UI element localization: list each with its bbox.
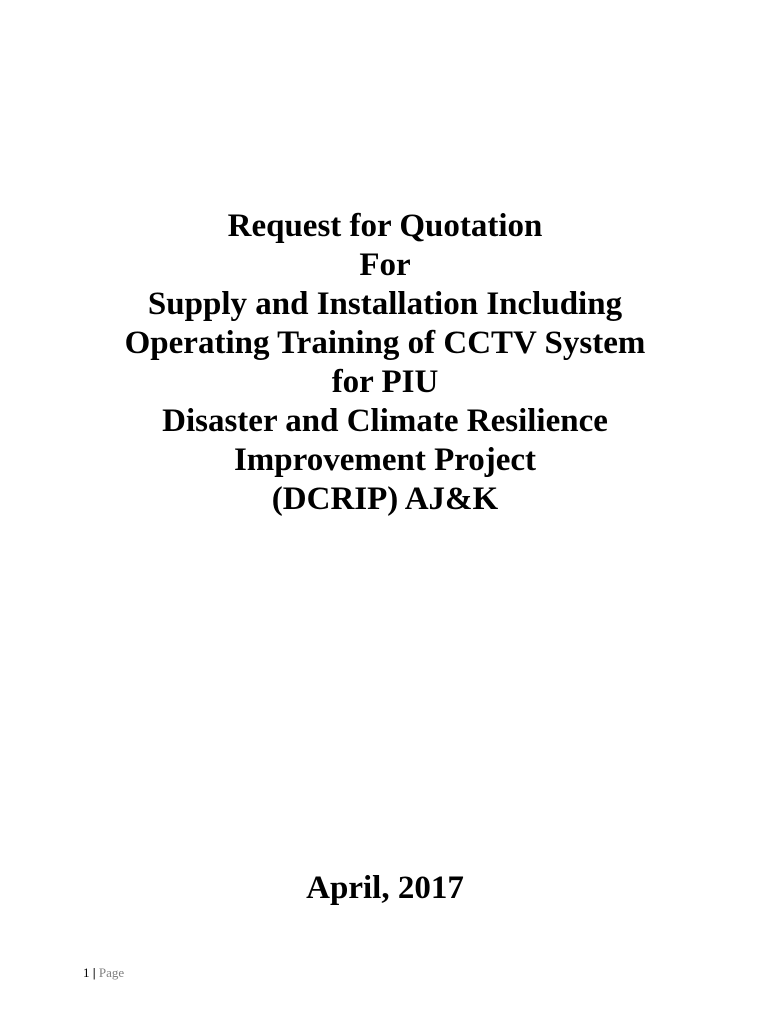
title-line-4: Operating Training of CCTV System bbox=[124, 325, 646, 361]
footer-separator: | bbox=[92, 965, 96, 980]
title-line-8: (DCRIP) AJ&K bbox=[271, 481, 499, 517]
page-number: 1 bbox=[83, 965, 90, 980]
document-title bbox=[0, 207, 770, 519]
title-line-7: Improvement Project bbox=[233, 442, 537, 478]
title-line-5: for PIU bbox=[331, 364, 439, 400]
title-line-6: Disaster and Climate Resilience bbox=[162, 403, 608, 439]
page-footer bbox=[83, 965, 124, 981]
title-line-2: For bbox=[359, 247, 411, 283]
title-line-3: Supply and Installation Including bbox=[147, 286, 623, 322]
page-label: Page bbox=[98, 965, 125, 980]
document-date: April, 2017 bbox=[306, 870, 464, 906]
title-line-1: Request for Quotation bbox=[227, 208, 543, 244]
